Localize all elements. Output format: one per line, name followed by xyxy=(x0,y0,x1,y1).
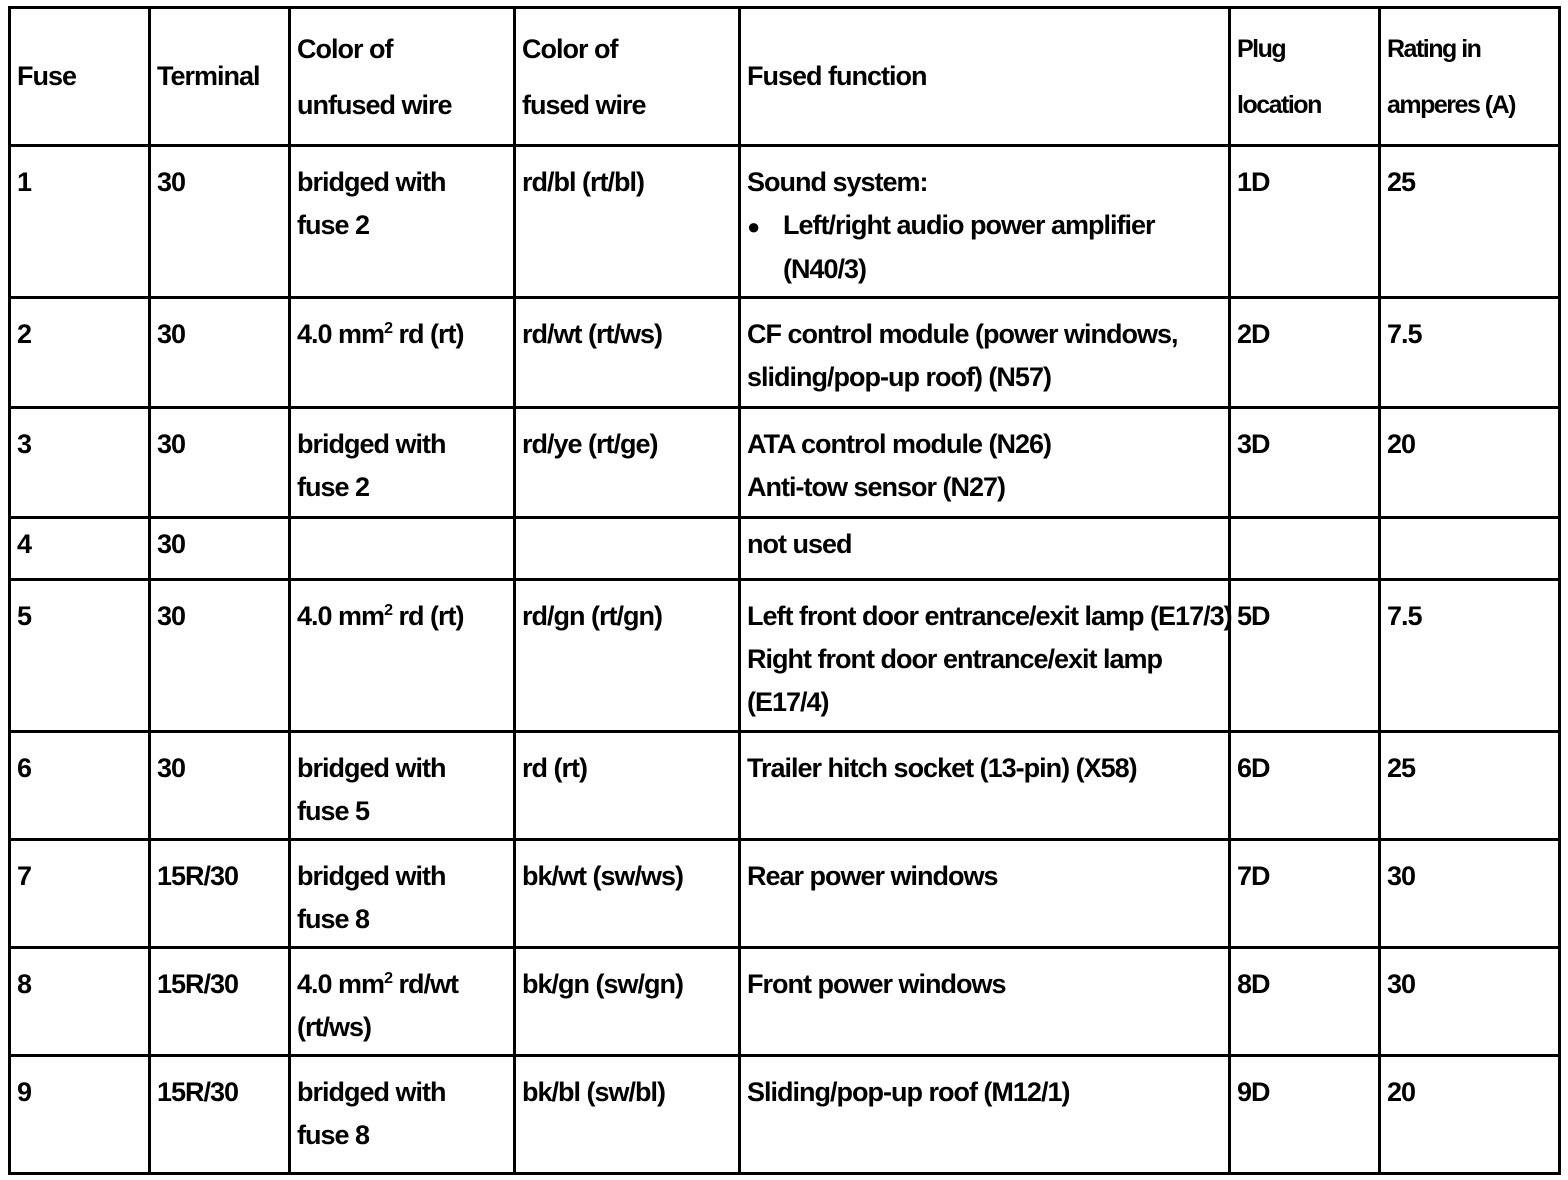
cell-fused-wire: rd (rt) xyxy=(515,732,740,840)
cell-unfused-wire: 4.0 $mm^2$ rd (rt) xyxy=(290,580,515,732)
cell-rating: 30 xyxy=(1380,840,1560,948)
header-row xyxy=(10,8,1560,146)
cell-fused-wire: rd/wt (rt/ws) xyxy=(515,298,740,408)
cell-plug-location: 3D xyxy=(1230,408,1380,518)
cell-terminal: 30 xyxy=(150,732,290,840)
cell-unfused-wire: bridged with fuse 2 xyxy=(290,146,515,298)
cell-terminal: 30 xyxy=(150,146,290,298)
cell-rating: 20 xyxy=(1380,408,1560,518)
table-row xyxy=(10,732,1560,840)
cell-unfused-wire: 4.0 $mm^2$ rd (rt) xyxy=(290,298,515,408)
cell-rating: 7.5 xyxy=(1380,298,1560,408)
cell-unfused-wire: 4.0 $mm^2$ rd/wt (rt/ws) xyxy=(290,948,515,1056)
cell-plug-location: 7D xyxy=(1230,840,1380,948)
cell-fused-function: Trailer hitch socket (13-pin) (X58) xyxy=(740,732,1230,840)
cell-fused-function: Rear power windows xyxy=(740,840,1230,948)
cell-fuse: 7 xyxy=(10,840,150,948)
cell-plug-location xyxy=(1230,518,1380,580)
bullet-icon: ● xyxy=(747,214,760,239)
cell-plug-location: 8D xyxy=(1230,948,1380,1056)
table-row xyxy=(10,408,1560,518)
cell-rating xyxy=(1380,518,1560,580)
cell-fused-wire: rd/ye (rt/ge) xyxy=(515,408,740,518)
cell-rating: 25 xyxy=(1380,732,1560,840)
cell-rating: 20 xyxy=(1380,1056,1560,1174)
cell-plug-location: 6D xyxy=(1230,732,1380,840)
cell-fused-function: ATA control module (N26) Anti-tow sensor (N27) xyxy=(740,408,1230,518)
table-row xyxy=(10,1056,1560,1174)
table-row xyxy=(10,298,1560,408)
cell-fuse: 8 xyxy=(10,948,150,1056)
cell-fuse: 4 xyxy=(10,518,150,580)
cell-terminal: 15R/30 xyxy=(150,1056,290,1174)
cell-fused-function: Sliding/pop-up roof (M12/1) xyxy=(740,1056,1230,1174)
table-row xyxy=(10,840,1560,948)
cell-fused-wire: rd/gn (rt/gn) xyxy=(515,580,740,732)
cell-rating: 7.5 xyxy=(1380,580,1560,732)
table-row xyxy=(10,580,1560,732)
cell-fuse: 9 xyxy=(10,1056,150,1174)
cell-plug-location: 5D xyxy=(1230,580,1380,732)
cell-unfused-wire: bridged with fuse 2 xyxy=(290,408,515,518)
header-fused-function: Fused function xyxy=(740,8,1230,146)
cell-terminal: 15R/30 xyxy=(150,948,290,1056)
cell-fused-wire: bk/wt (sw/ws) xyxy=(515,840,740,948)
cell-rating: 25 xyxy=(1380,146,1560,298)
cell-fused-function: Sound system: ● Left/right audio power amplifier (N40/3) xyxy=(740,146,1230,298)
cell-fused-wire xyxy=(515,518,740,580)
cell-fuse: 5 xyxy=(10,580,150,732)
cell-fused-function: CF control module (power windows, sliding/pop-up roof) (N57) xyxy=(740,298,1230,408)
cell-fused-function: Front power windows xyxy=(740,948,1230,1056)
cell-unfused-wire: bridged with fuse 8 xyxy=(290,840,515,948)
cell-unfused-wire xyxy=(290,518,515,580)
cell-terminal: 30 xyxy=(150,298,290,408)
cell-unfused-wire: bridged with fuse 8 xyxy=(290,1056,515,1174)
cell-fuse: 2 xyxy=(10,298,150,408)
header-plug-location: Plug location xyxy=(1230,8,1380,146)
cell-plug-location: 2D xyxy=(1230,298,1380,408)
table-row xyxy=(10,948,1560,1056)
header-fuse: Fuse xyxy=(10,8,150,146)
cell-fuse: 1 xyxy=(10,146,150,298)
cell-terminal: 30 xyxy=(150,580,290,732)
header-terminal: Terminal xyxy=(150,8,290,146)
cell-fused-function: Left front door entrance/exit lamp (E17/3) Right front door entrance/exit lamp (E17/4) xyxy=(740,580,1230,732)
cell-unfused-wire: bridged with fuse 5 xyxy=(290,732,515,840)
table-row xyxy=(10,518,1560,580)
cell-fused-wire: bk/bl (sw/bl) xyxy=(515,1056,740,1174)
cell-fused-wire: rd/bl (rt/bl) xyxy=(515,146,740,298)
fuse-table-page xyxy=(8,6,1558,1172)
header-rating: Rating in amperes (A) xyxy=(1380,8,1560,146)
header-fused-wire: Color of fused wire xyxy=(515,8,740,146)
fuse-table xyxy=(8,6,1561,1175)
cell-terminal: 30 xyxy=(150,408,290,518)
cell-fused-function: not used xyxy=(740,518,1230,580)
header-unfused-wire: Color of unfused wire xyxy=(290,8,515,146)
cell-plug-location: 9D xyxy=(1230,1056,1380,1174)
cell-plug-location: 1D xyxy=(1230,146,1380,298)
cell-fuse: 3 xyxy=(10,408,150,518)
cell-terminal: 15R/30 xyxy=(150,840,290,948)
table-row xyxy=(10,146,1560,298)
cell-fused-wire: bk/gn (sw/gn) xyxy=(515,948,740,1056)
cell-rating: 30 xyxy=(1380,948,1560,1056)
cell-terminal: 30 xyxy=(150,518,290,580)
cell-fuse: 6 xyxy=(10,732,150,840)
